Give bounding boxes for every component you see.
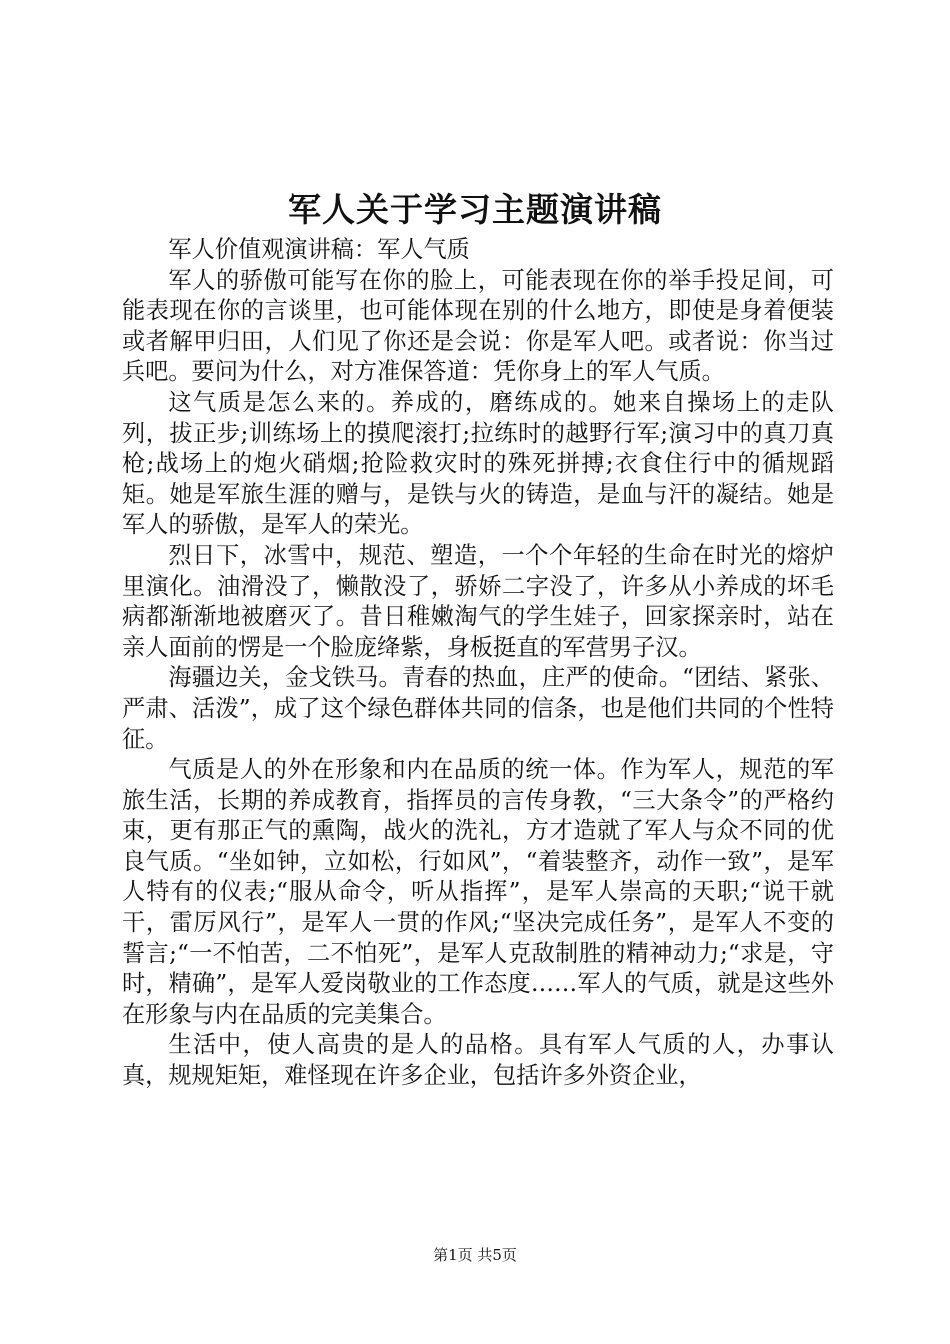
paragraph: 生活中，使人高贵的是人的品格。具有军人气质的人，办事认真，规规矩矩，难怪现在许多企业，包括许多外资企业， — [122, 1031, 834, 1090]
paragraph: 这气质是怎么来的。养成的，磨练成的。她来自操场上的走队列，拔正步;训练场上的摸爬滚打;拉练时的越野行军;演习中的真刀真枪;战场上的炮火硝烟;抢险救灾时的殊死拼搏;衣食住行中的循规蹈矩。她是军旅生涯的赠与，是铁与火的铸造，是血与汗的凝结。她是军人的骄傲，是军人的荣光。 — [122, 388, 834, 539]
page-number-footer: 第1页 共5页 — [433, 1246, 517, 1264]
document-body — [122, 235, 834, 1092]
paragraph: 军人的骄傲可能写在你的脸上，可能表现在你的举手投足间，可能表现在你的言谈里，也可能体现在别的什么地方，即使是身着便装或者解甲归田，人们见了你还是会说：你是军人吧。或者说：你当过兵吧。要问为什么，对方准保答道：凭你身上的军人气质。 — [122, 266, 834, 386]
paragraph: 气质是人的外在形象和内在品质的统一体。作为军人，规范的军旅生活，长期的养成教育，指挥员的言传身教，“三大条令”的严格约束，更有那正气的熏陶，战火的洗礼，方才造就了军人与众不同的优良气质。“坐如钟，立如松，行如风”，“着装整齐，动作一致”，是军人特有的仪表;“服从命令，听从指挥”，是军人崇高的天职;“说干就干，雷厉风行”，是军人一贯的作风;“坚决完成任务”，是军人不变的誓言;“一不怕苦，二不怕死”，是军人克敌制胜的精神动力;“求是，守时，精确”，是军人爱岗敬业的工作态度……军人的气质，就是这些外在形象与内在品质的完美集合。 — [122, 756, 834, 1028]
paragraph: 海疆边关，金戈铁马。青春的热血，庄严的使命。“团结、紧张、严肃、活泼”，成了这个绿色群体共同的信条，也是他们共同的个性特征。 — [122, 664, 834, 753]
paragraph-subtitle: 军人价值观演讲稿：军人气质 — [168, 236, 470, 263]
document-title: 军人关于学习主题演讲稿 — [288, 190, 662, 229]
paragraph: 烈日下，冰雪中，规范、塑造，一个个年轻的生命在时光的熔炉里演化。油滑没了，懒散没了，骄娇二字没了，许多从小养成的坏毛病都渐渐地被磨灭了。昔日稚嫩淘气的学生娃子，回家探亲时，站在亲人面前的愣是一个脸庞绛紫，身板挺直的军营男子汉。 — [122, 541, 834, 661]
